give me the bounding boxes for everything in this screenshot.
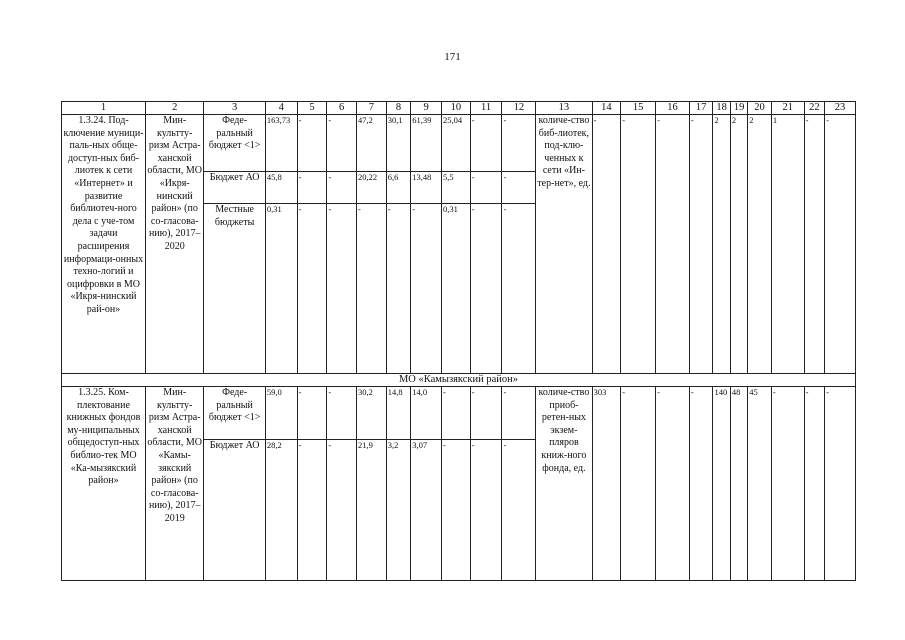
col-header: 20	[748, 102, 772, 115]
executor-cell: Мин-культту-ризм Астра-ханской области, МО «Камы-зякский район» (по со-гласова-нию), 2017–2019	[146, 387, 204, 581]
indicator-value: -	[621, 387, 656, 581]
value-cell: -	[502, 387, 536, 440]
source-name: Бюджет АО	[204, 172, 265, 204]
value-cell: -	[470, 115, 502, 172]
value-cell: -	[470, 440, 502, 581]
indicator-value: -	[689, 115, 713, 374]
table-row	[62, 387, 856, 440]
section-title: МО «Камызякский район»	[62, 374, 856, 387]
indicator-value: -	[656, 115, 690, 374]
indicator-value: 2	[713, 115, 730, 374]
column-number-row	[62, 102, 856, 115]
value-cell: 3,07	[411, 440, 442, 581]
value-cell: 30,1	[386, 115, 411, 172]
value-cell: -	[470, 204, 502, 374]
source-name: Бюджет АО	[204, 440, 265, 581]
value-cell: -	[470, 172, 502, 204]
col-header: 14	[592, 102, 621, 115]
value-cell: -	[357, 204, 387, 374]
indicator-value: 48	[730, 387, 747, 581]
indicator-value: -	[656, 387, 690, 581]
program-table	[61, 101, 856, 581]
indicator-value: 45	[748, 387, 772, 581]
value-cell: -	[502, 115, 536, 172]
value-cell: 59,0	[265, 387, 297, 440]
value-cell: 3,2	[386, 440, 411, 581]
col-header: 2	[146, 102, 204, 115]
activity-cell: 1.3.25. Ком-плектование книжных фондов му-ниципальных общедоступ-ных библио-тек МО «Ка-мызякский район»	[62, 387, 146, 581]
source-name: Феде-ральный бюджет <1>	[204, 115, 265, 172]
value-cell: 13,48	[411, 172, 442, 204]
col-header: 15	[621, 102, 656, 115]
value-cell: -	[502, 172, 536, 204]
indicator-value: 140	[713, 387, 730, 581]
value-cell: -	[442, 440, 471, 581]
col-header: 21	[771, 102, 804, 115]
col-header: 13	[536, 102, 592, 115]
col-header: 11	[470, 102, 502, 115]
col-header: 23	[825, 102, 856, 115]
executor-cell: Мин-культту-ризм Астра-ханской области, МО «Икря-нинский район» (по со-гласова-нию), 2017–2020	[146, 115, 204, 374]
value-cell: 163,73	[265, 115, 297, 172]
section-row	[62, 374, 856, 387]
value-cell: -	[470, 387, 502, 440]
source-name: Местные бюджеты	[204, 204, 265, 374]
value-cell: -	[327, 115, 357, 172]
col-header: 10	[442, 102, 471, 115]
value-cell: -	[327, 204, 357, 374]
indicator-value: -	[689, 387, 713, 581]
col-header: 7	[357, 102, 387, 115]
value-cell: -	[297, 204, 327, 374]
col-header: 5	[297, 102, 327, 115]
value-cell: 0,31	[442, 204, 471, 374]
value-cell: -	[327, 387, 357, 440]
indicator-value: -	[771, 387, 804, 581]
indicator-value: -	[804, 387, 824, 581]
value-cell: 20,22	[357, 172, 387, 204]
value-cell: 14,8	[386, 387, 411, 440]
value-cell: 28,2	[265, 440, 297, 581]
value-cell: -	[297, 440, 327, 581]
indicator-value: -	[592, 115, 621, 374]
value-cell: 25,04	[442, 115, 471, 172]
col-header: 12	[502, 102, 536, 115]
value-cell: -	[411, 204, 442, 374]
col-header: 18	[713, 102, 730, 115]
col-header: 22	[804, 102, 824, 115]
col-header: 19	[730, 102, 747, 115]
indicator-value: 2	[730, 115, 747, 374]
value-cell: 21,9	[357, 440, 387, 581]
value-cell: -	[442, 387, 471, 440]
value-cell: 0,31	[265, 204, 297, 374]
activity-cell: 1.3.24. Под-ключение муници-паль-ных обще-доступ-ных биб-лиотек к сети «Интернет» и развитие библиотеч-ного дела с уче-том задачи расширения информаци-онных техно-логий и оцифровки в МО «Икря-нинский рай-он»	[62, 115, 146, 374]
col-header: 3	[204, 102, 265, 115]
indicator-cell: количе-ство биб-лиотек, под-клю-ченных к сети «Ин-тер-нет», ед.	[536, 115, 592, 374]
indicator-value: 1	[771, 115, 804, 374]
value-cell: 47,2	[357, 115, 387, 172]
indicator-cell: количе-ство приоб-ретен-ных экзем-пляров книж-ного фонда, ед.	[536, 387, 592, 581]
indicator-value: 303	[592, 387, 621, 581]
value-cell: 61,39	[411, 115, 442, 172]
value-cell: -	[502, 440, 536, 581]
indicator-value: -	[804, 115, 824, 374]
col-header: 6	[327, 102, 357, 115]
indicator-value: -	[825, 115, 856, 374]
col-header: 4	[265, 102, 297, 115]
page-number: 171	[444, 51, 461, 63]
value-cell: -	[297, 115, 327, 172]
value-cell: 5,5	[442, 172, 471, 204]
col-header: 17	[689, 102, 713, 115]
value-cell: -	[502, 204, 536, 374]
col-header: 9	[411, 102, 442, 115]
value-cell: -	[297, 387, 327, 440]
source-name: Феде-ральный бюджет <1>	[204, 387, 265, 440]
indicator-value: 2	[748, 115, 772, 374]
indicator-value: -	[621, 115, 656, 374]
value-cell: -	[327, 172, 357, 204]
value-cell: 30,2	[357, 387, 387, 440]
value-cell: -	[386, 204, 411, 374]
value-cell: 45,8	[265, 172, 297, 204]
value-cell: 6,6	[386, 172, 411, 204]
col-header: 16	[656, 102, 690, 115]
indicator-value: -	[825, 387, 856, 581]
col-header: 1	[62, 102, 146, 115]
col-header: 8	[386, 102, 411, 115]
value-cell: -	[297, 172, 327, 204]
value-cell: 14,0	[411, 387, 442, 440]
value-cell: -	[327, 440, 357, 581]
table-row	[62, 115, 856, 172]
